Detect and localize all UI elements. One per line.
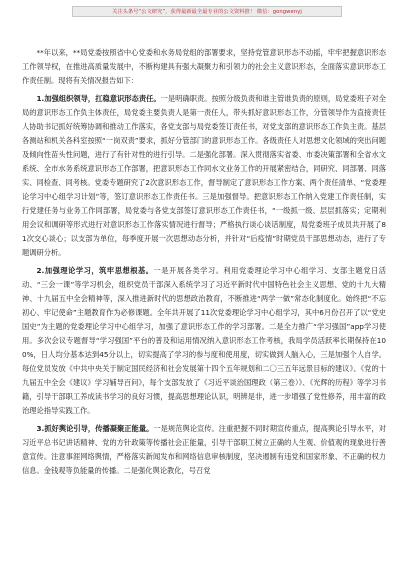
document-body [22,46,386,482]
section-1-paragraph [22,92,386,260]
section-1-text: 一是明确职责。按照分级负责和谁主管谁负责的原则，局党委班子对全局的意识形态工作负主体责任，局党委主要负责人是第一责任人，带头抓好意识形态工作，分管领导作为直接责任人协助书记抓好统筹协调和推动工作落实，各党支部与局党委签订责任书，对党支部的意识形态工作负主责。基层各测站和机关各科室按照“一岗双责”要求，抓好分管部门的意识形态工作。各级责任人对思想文化领域的突出问题及倾向性苗头性问题，进行了有针对性的进行引导。二是强化部署。深入贯彻落实省委、市委决策部署和全省水文系统、全市水务系统意识形态工作部署，把意识形态工作同水文业务工作的开展紧密结合，同研究、同部署、同落实、同检查、同考核。党委专题研究了2次意识形态工作，督导制定了意识形态工作方案、两个责任清单、“党委理论学习中心组学习计划”等，签订意识形态工作责任书。三是加强督导。把意识形态工作纳入党建工作责任制，实行党建任务与业务工作同部署，局党委与各党支部签订意识形态工作责任书，“一级抓一级、层层抓落实；定期利用会议和调研等形式进行对意识形态工作落实情况进行督导；严格执行谈心谈话制度，局党委班子成员共开展了81次交心谈心；以支部为单位，每季度开展一次思想动态分析，并针对“后疫情”时期党员干部思想动态，进行了专题调研分析。 [22,94,386,257]
section-2-text: 一是开展各类学习。利用党委理论学习中心组学习、支部主题党日活动、“三会一课”等学习机会，组织党员干部深入系统学习了习近平新时代中国特色社会主义思想、党的十九大精神、十九届五中全会精神等，深入推进新时代的思想政治教育，不断推进“两学一做”常态化制度化。始终把“不忘初心、牢记使命”主题教育作为必修课题。全年共开展了11次党委理论学习中心组学习，其中6月份召开了以“党史国史”为主题的党委理论学习中心组学习，加强了意识形态工作的学习部署。二是全力推广“学习强国”app学习使用。多次会议专题督导“学习强国”平台的普及和运用情况纳入意识形态工作考核，我局学员活跃率长期保持在100%，日人均分基本达到45分以上，切实提高了学习的参与度和使用度，切实做到人脑入心，三是加强个人自学。每位党员发放《中共中央关于制定国民经济和社会发展第十四个五年规划和二〇三五年远景目标的建议》、《党的十九届五中全会《建议》学习辅导百问》，每个支部发放了《习近平谈治国理政（第三卷）》、《光辉的历程》等学习书籍，引导干部职工养成读书学习的良好习惯，提高思想理论认识，明辨是非，进一步增强了党性修养，用丰富的政治理论指导实践工作。 [22,266,386,415]
section-1-heading: 1.加强组织领导，扛稳意识形态责任。 [36,94,161,103]
section-3-paragraph [22,422,386,478]
section-3-text: 一是规范舆论宣传。注重把握不同时期宣传重点，提高舆论引导水平，对习近平总书记讲话精神、党的方针政策等传播社会正能量，引导干部职工树立正确的人生观、价值观的现象进行善意宣传。注意事涯网络舆情，严格落实新闻发布和网络信息审核制度，坚决遏制有违党和国家形象、不正确的权力信息。金钱观等负能量的传播。二是强化舆论教化，号召党 [22,424,386,475]
intro-text: **年以来，**局党委按照省中心党委和水务局党组的部署要求，坚持党管意识形态不动摇，牢牢把握意识形态工作领导权，在推进高质量发展中，不断构建具有强大凝聚力和引领力的社会主义意识形态，全面落实意识形态工作责任制。现将有关情况报告如下： [22,48,386,85]
promo-banner-text: 关注头条号“公文研究”，获得最新最全最专业的公文资料推！ 微信：gongwenyj [112,9,302,15]
intro-paragraph [22,46,386,88]
promo-banner[interactable] [72,6,342,17]
section-2-heading: 2.加强理论学习，筑牢思想根基。 [36,266,154,275]
section-3-heading: 3.抓好舆论引导，传播凝聚正能量。 [36,424,154,433]
section-2-paragraph [22,264,386,418]
